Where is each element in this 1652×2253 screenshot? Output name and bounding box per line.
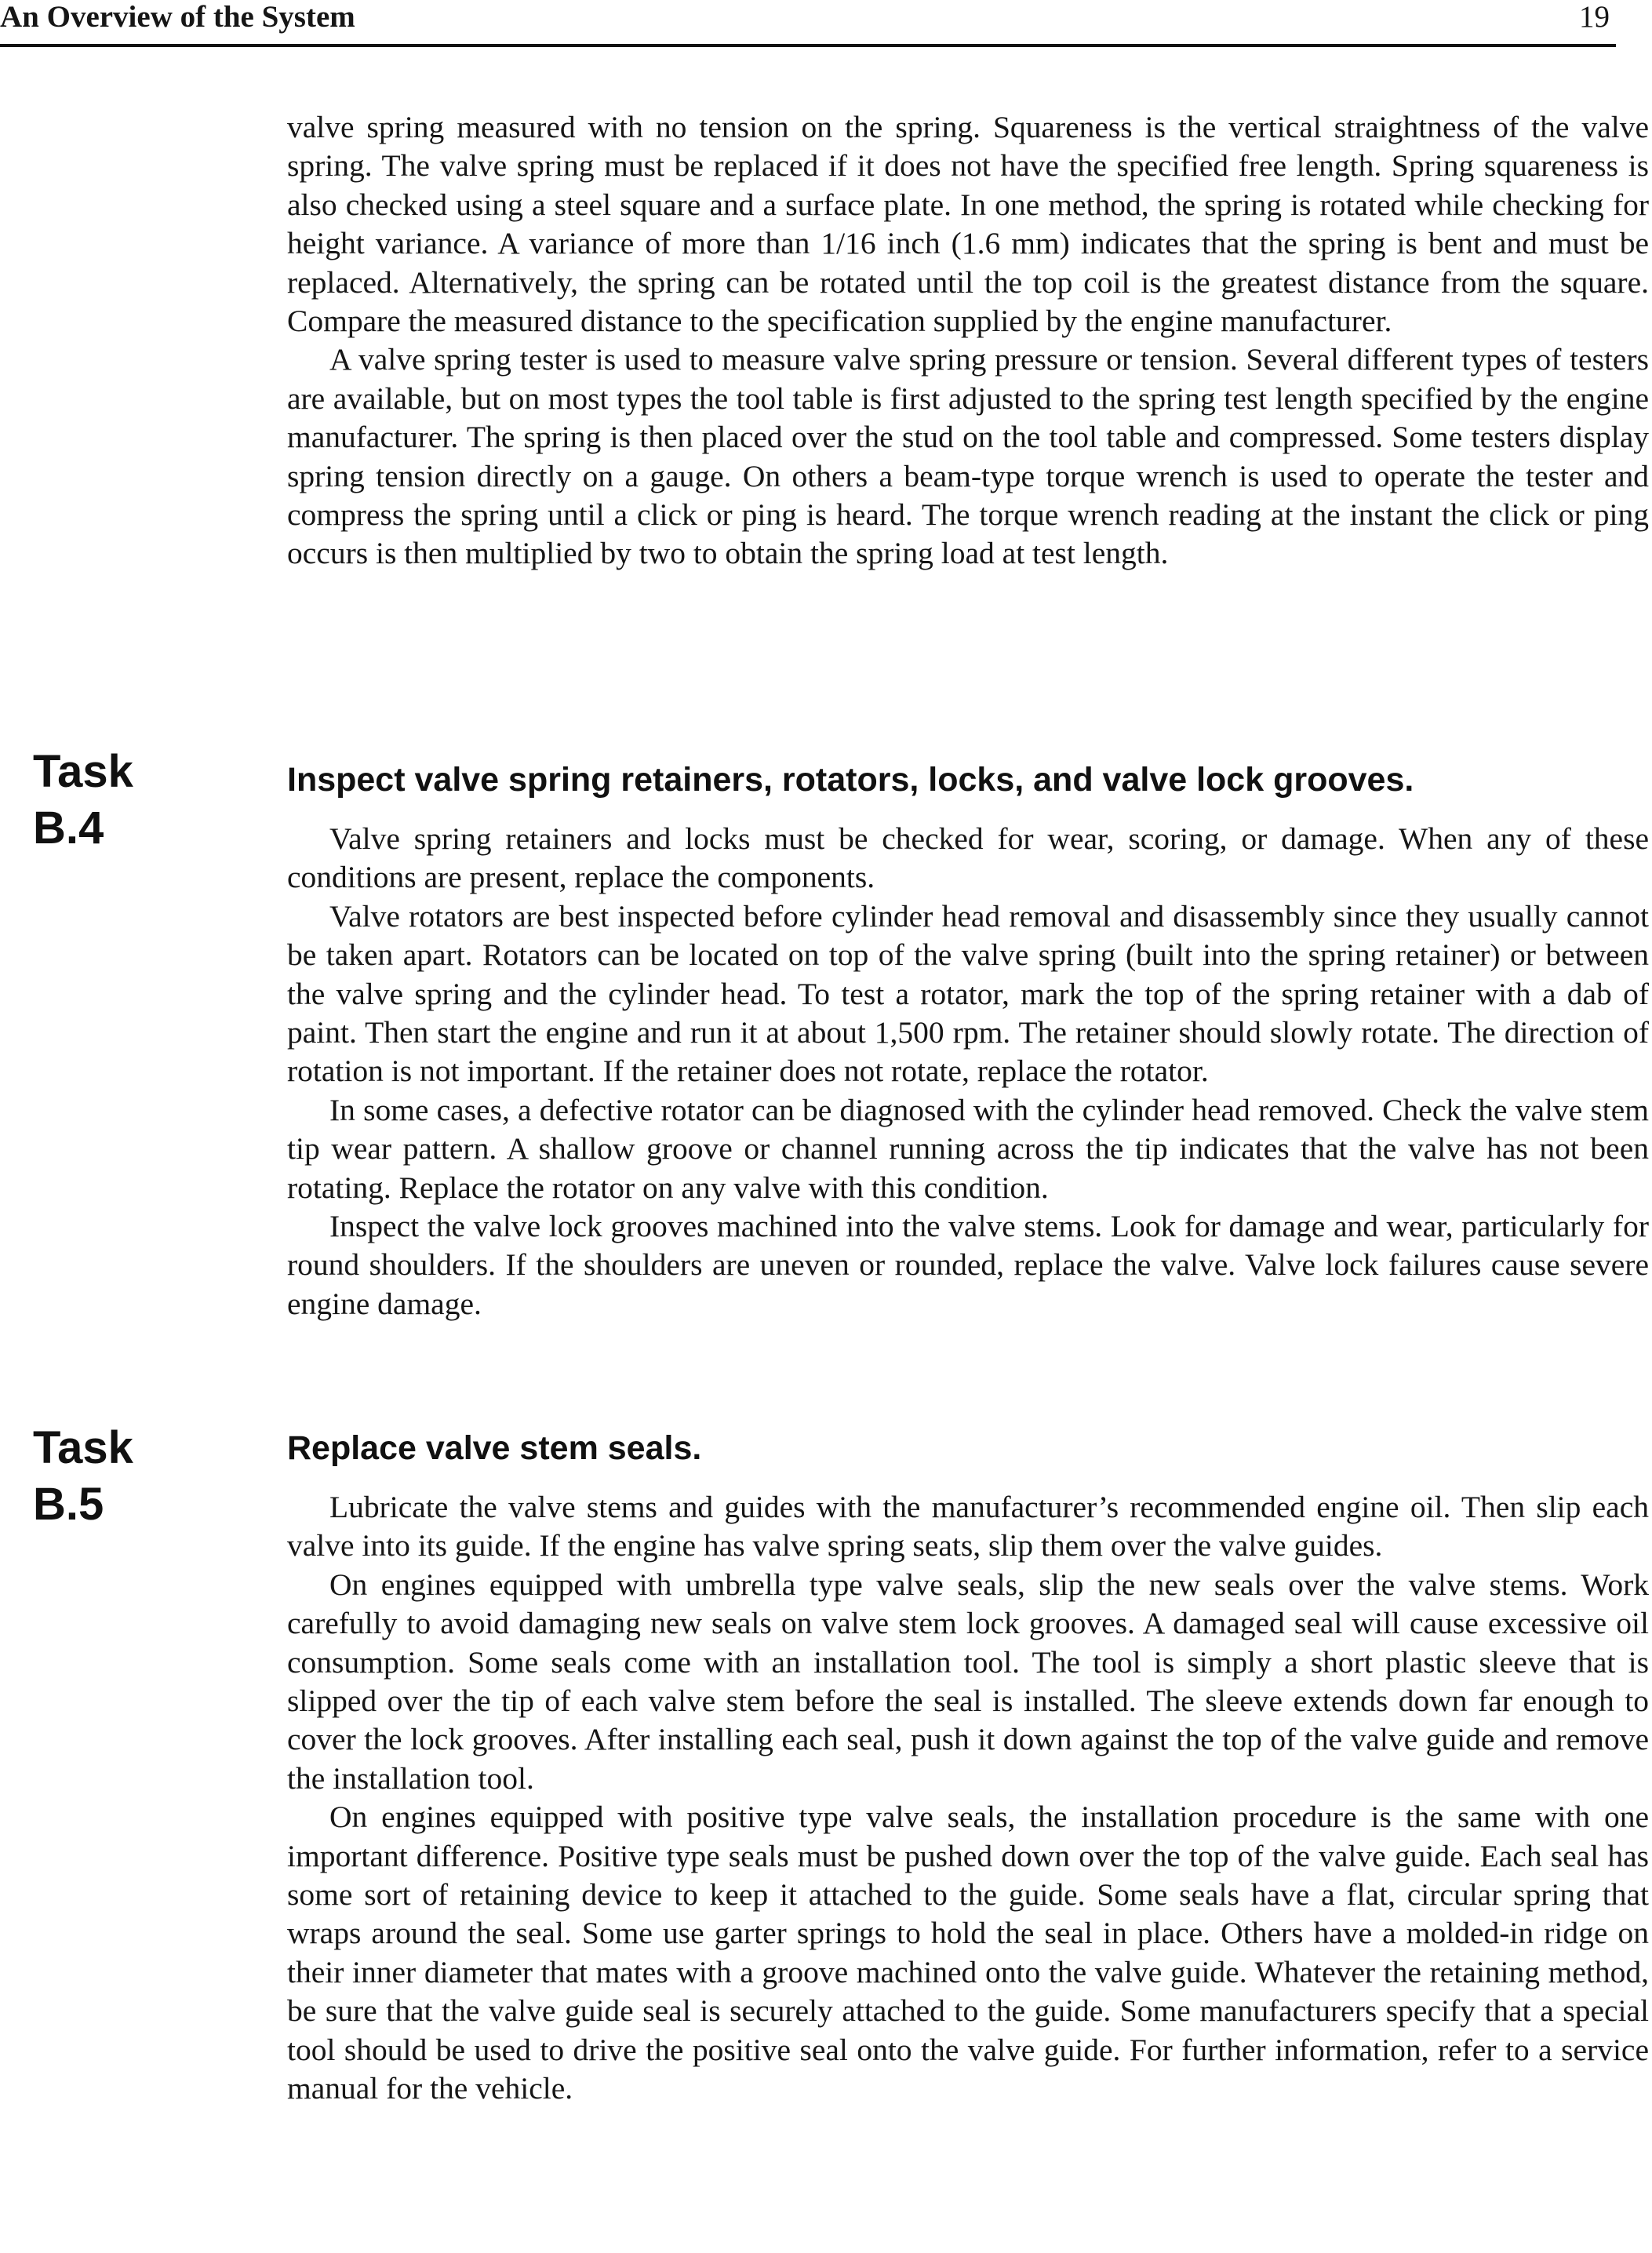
task-label-word: Task [33,1422,133,1473]
task-label-b5 [33,1420,133,1533]
body-paragraph: Valve rotators are best inspected before cylinder head removal and disassembly since they usually cannot be taken apart. Rotators can be located on top of the valve spring (built into the spring retainer) or between the valve spring and the cylinder head. To test a rotator, mark the top of the spring retainer with a dab of paint. Then start the engine and run it at about 1,500 rpm. The retainer should slowly rotate. The direction of rotation is not important. If the retainer does not rotate, replace the rotator. [287,898,1649,1089]
task-heading-b5: Replace valve stem seals. [287,1429,702,1467]
body-paragraph: On engines equipped with umbrella type valve seals, slip the new seals over the valve stems. Work carefully to avoid damaging new seals on valve stem lock grooves. A damaged seal will cause excessive oil consumption. Some seals come with an installation tool. The tool is simply a short plastic sleeve that is slipped over the tip of each valve stem before the seal is installed. The sleeve extends down far enough to cover the lock grooves. After installing each seal, push it down against the top of the valve guide and remove the installation tool. [287,1567,1649,1796]
body-paragraph: Inspect the valve lock grooves machined into the valve stems. Look for damage and wear, particularly for round shoulders. If the shoulders are uneven or rounded, replace the valve. Valve lock failures cause severe engine damage. [287,1209,1649,1321]
body-paragraph: In some cases, a defective rotator can be diagnosed with the cylinder head removed. Check the valve stem tip wear pattern. A shallow groove or channel running across the tip indicates that the valve has not been rotating. Replace the rotator on any valve with this condition. [287,1092,1649,1205]
intro-section [287,108,1649,573]
page-number: 19 [1579,0,1610,34]
body-paragraph: valve spring measured with no tension on the spring. Squareness is the vertical straightness of the valve spring. The valve spring must be replaced if it does not have the specified free length. Spring squareness is also checked using a steel square and a surface plate. In one method, the spring is rotated while checking for height variance. A variance of more than 1/16 inch (1.6 mm) indicates that the spring is bent and must be replaced. Alternatively, the spring can be rotated until the top coil is the greatest distance from the square. Compare the measured distance to the specification supplied by the engine manufacturer. [287,110,1649,339]
body-paragraph: Valve spring retainers and locks must be checked for wear, scoring, or damage. When any of these conditions are present, replace the components. [287,821,1649,895]
body-paragraph: A valve spring tester is used to measure valve spring pressure or tension. Several different types of testers are available, but on most types the tool table is first adjusted to the spring test length specified by the engine manufacturer. The spring is then placed over the stud on the tool table and compressed. Some testers display spring tension directly on a gauge. On others a beam-type torque wrench is used to operate the tester and compress the spring until a click or ping is heard. The torque wrench reading at the instant the click or ping occurs is then multiplied by two to obtain the spring load at test length. [287,342,1649,571]
task-label-number: B.4 [33,803,104,854]
task-label-number: B.5 [33,1479,104,1530]
task-heading-b4: Inspect valve spring retainers, rotators, locks, and valve lock grooves. [287,761,1414,799]
body-paragraph: On engines equipped with positive type valve seals, the installation procedure is the same with one important difference. Positive type seals must be pushed down over the top of the valve guide. Each seal has some sort of retaining device to keep it attached to the guide. Some seals have a flat, circular spring that wraps around the seal. Some use garter springs to hold the seal in place. Others have a molded-in ridge on their inner diameter that mates with a groove machined onto the valve guide. Whatever the retaining method, be sure that the valve guide seal is securely attached to the guide. Some manufacturers specify that a special tool should be used to drive the positive seal onto the valve guide. For further information, refer to a service manual for the vehicle. [287,1800,1649,2106]
body-paragraph: Lubricate the valve stems and guides with the manufacturer’s recommended engine oil. Then slip each valve into its guide. If the engine has valve spring seats, slip them over the valve guides. [287,1490,1649,1563]
running-header-title: An Overview of the System [0,0,355,34]
task-label-word: Task [33,746,133,797]
task-b5-body [287,1488,1649,2109]
task-b4-body [287,820,1649,1323]
running-header [0,0,1616,47]
task-label-b4 [33,744,133,857]
